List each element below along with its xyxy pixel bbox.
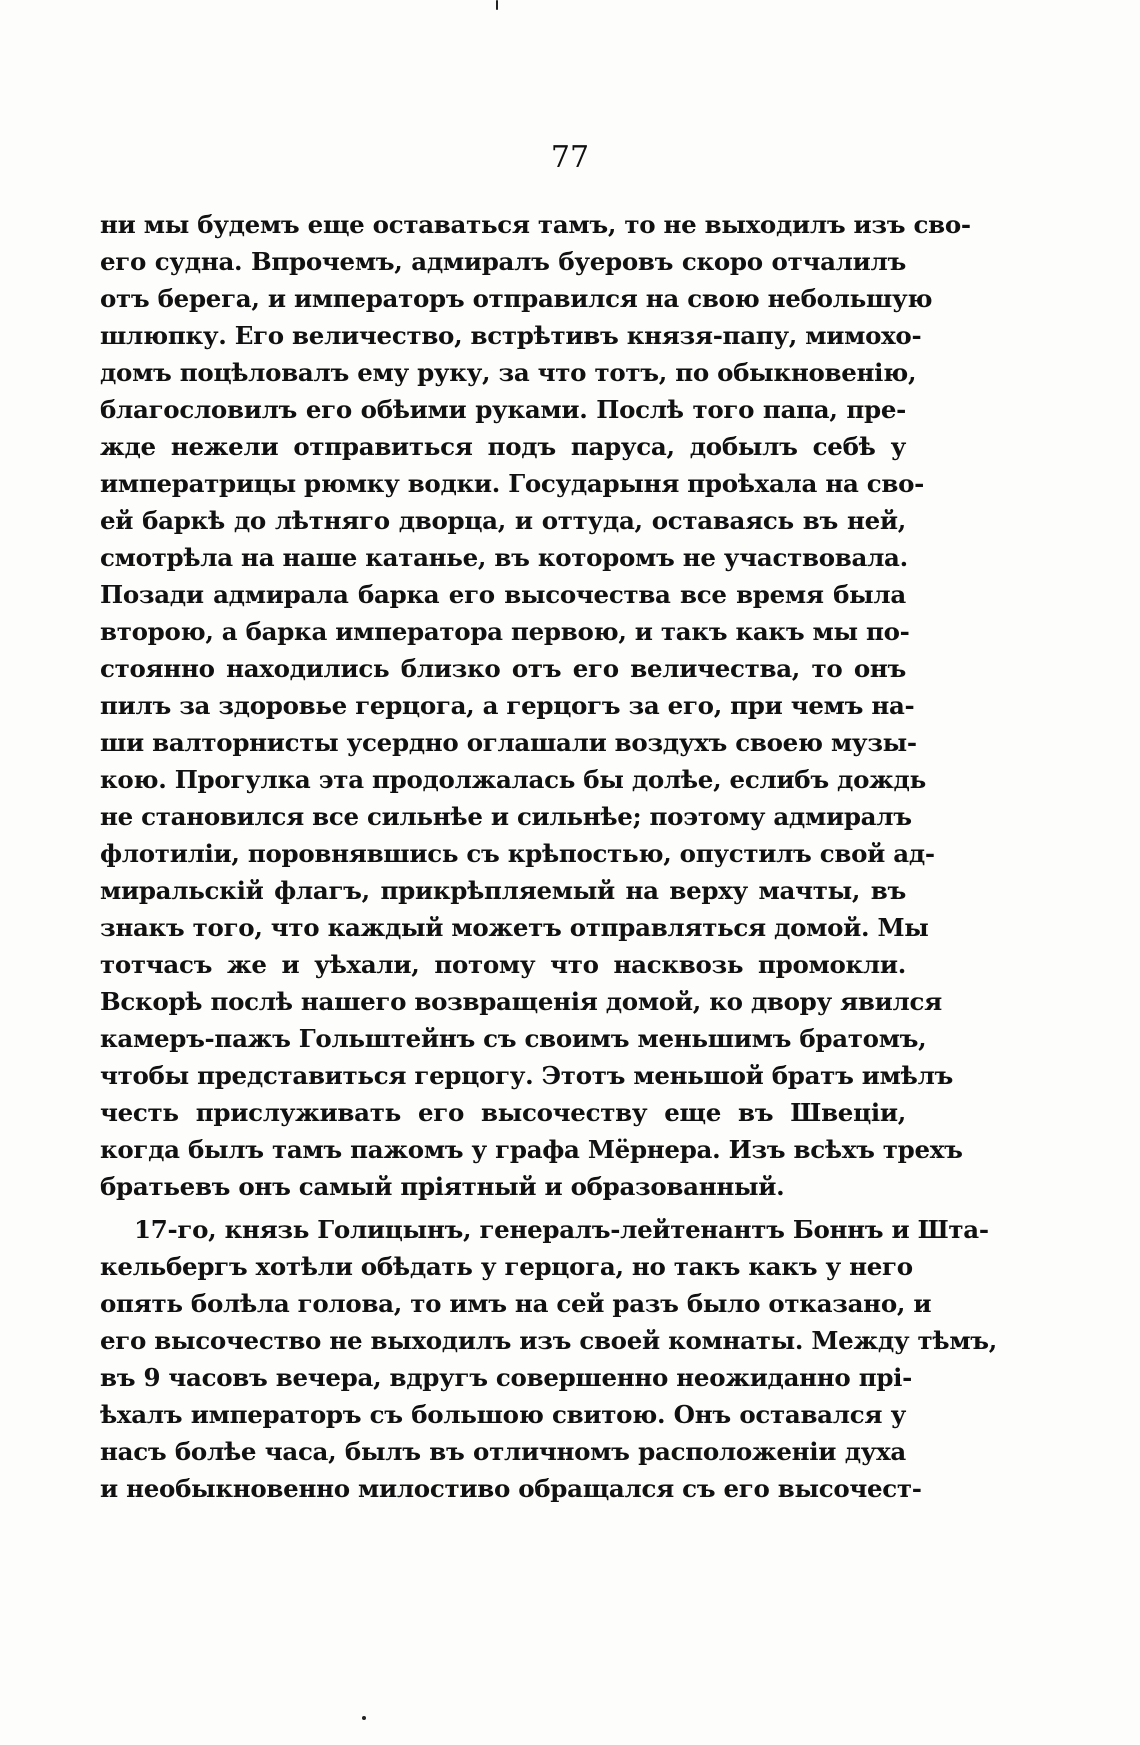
text-line: ши валторнисты усердно оглашали воздухъ своею музы-: [100, 728, 917, 757]
text-line: братьевъ онъ самый пріятный и образованный.: [100, 1172, 785, 1201]
body-text: [100, 206, 998, 1507]
text-line: знакъ того, что каждый можетъ отправляться домой. Мы: [100, 913, 929, 942]
text-line: домъ поцѣловалъ ему руку, за что тотъ, по обыкновенію,: [100, 358, 917, 387]
text-line: миральскій флагъ, прикрѣпляемый на верху мачты, въ: [100, 876, 906, 905]
text-line: честь прислуживать его высочеству еще въ Швеціи,: [100, 1098, 906, 1127]
text-line: камеръ-пажъ Гольштейнъ съ своимъ меньшимъ братомъ,: [100, 1024, 927, 1053]
text-line: опять болѣла голова, то имъ на сей разъ было отказано, и: [100, 1289, 932, 1318]
text-line: Вскорѣ послѣ нашего возвращенія домой, ко двору явился: [100, 987, 942, 1016]
text-line: ей баркѣ до лѣтняго дворца, и оттуда, оставаясь въ ней,: [100, 506, 906, 535]
text-line: когда былъ тамъ пажомъ у графа Мёрнера. Изъ всѣхъ трехъ: [100, 1135, 963, 1164]
page-number: 77: [550, 140, 590, 175]
text-line: ѣхалъ императоръ съ большою свитою. Онъ оставался у: [100, 1400, 906, 1429]
text-line: смотрѣла на наше катанье, въ которомъ не участвовала.: [100, 543, 908, 572]
speck-mark: [496, 0, 498, 10]
text-line: чтобы представиться герцогу. Этотъ меньшой братъ имѣлъ: [100, 1061, 954, 1090]
text-line: ни мы будемъ еще оставаться тамъ, то не выходилъ изъ сво-: [100, 210, 971, 239]
text-line: его судна. Впрочемъ, адмиралъ буеровъ скоро отчалилъ: [100, 247, 906, 276]
text-line: 17-го, князь Голицынъ, генералъ-лейтенантъ Боннъ и Шта-: [134, 1215, 989, 1244]
speck-mark: [362, 1716, 366, 1720]
text-line: стоянно находились близко отъ его величества, то онъ: [100, 654, 906, 683]
text-line: второю, а барка императора первою, и такъ какъ мы по-: [100, 617, 910, 646]
text-line: кельбергъ хотѣли обѣдать у герцога, но такъ какъ у него: [100, 1252, 913, 1281]
text-line: насъ болѣе часа, былъ въ отличномъ расположеніи духа: [100, 1437, 906, 1466]
text-line: флотиліи, поровнявшись съ крѣпостью, опустилъ свой ад-: [100, 839, 935, 868]
text-line: въ 9 часовъ вечера, вдругъ совершенно неожиданно прі-: [100, 1363, 913, 1392]
text-line: Позади адмирала барка его высочества все время была: [100, 580, 906, 609]
text-line: благословилъ его обѣими руками. Послѣ того папа, пре-: [100, 395, 906, 424]
text-line: отъ берега, и императоръ отправился на свою небольшую: [100, 284, 933, 313]
paragraph-1: [100, 206, 971, 1205]
text-line: пилъ за здоровье герцога, а герцогъ за его, при чемъ на-: [100, 691, 915, 720]
text-line: кою. Прогулка эта продолжалась бы долѣе, еслибъ дождь: [100, 765, 926, 794]
text-line: тотчасъ же и уѣхали, потому что насквозь промокли.: [100, 950, 906, 979]
text-line: и необыкновенно милостиво обращался съ его высочест-: [100, 1474, 922, 1503]
text-line: не становился все сильнѣе и сильнѣе; поэтому адмиралъ: [100, 802, 912, 831]
text-line: жде нежели отправиться подъ паруса, добылъ себѣ у: [100, 432, 906, 461]
text-line: императрицы рюмку водки. Государыня проѣхала на сво-: [100, 469, 925, 498]
paragraph-2: [100, 1211, 998, 1507]
text-line: его высочество не выходилъ изъ своей комнаты. Между тѣмъ,: [100, 1326, 998, 1355]
text-line: шлюпку. Его величество, встрѣтивъ князя-папу, мимохо-: [100, 321, 922, 350]
